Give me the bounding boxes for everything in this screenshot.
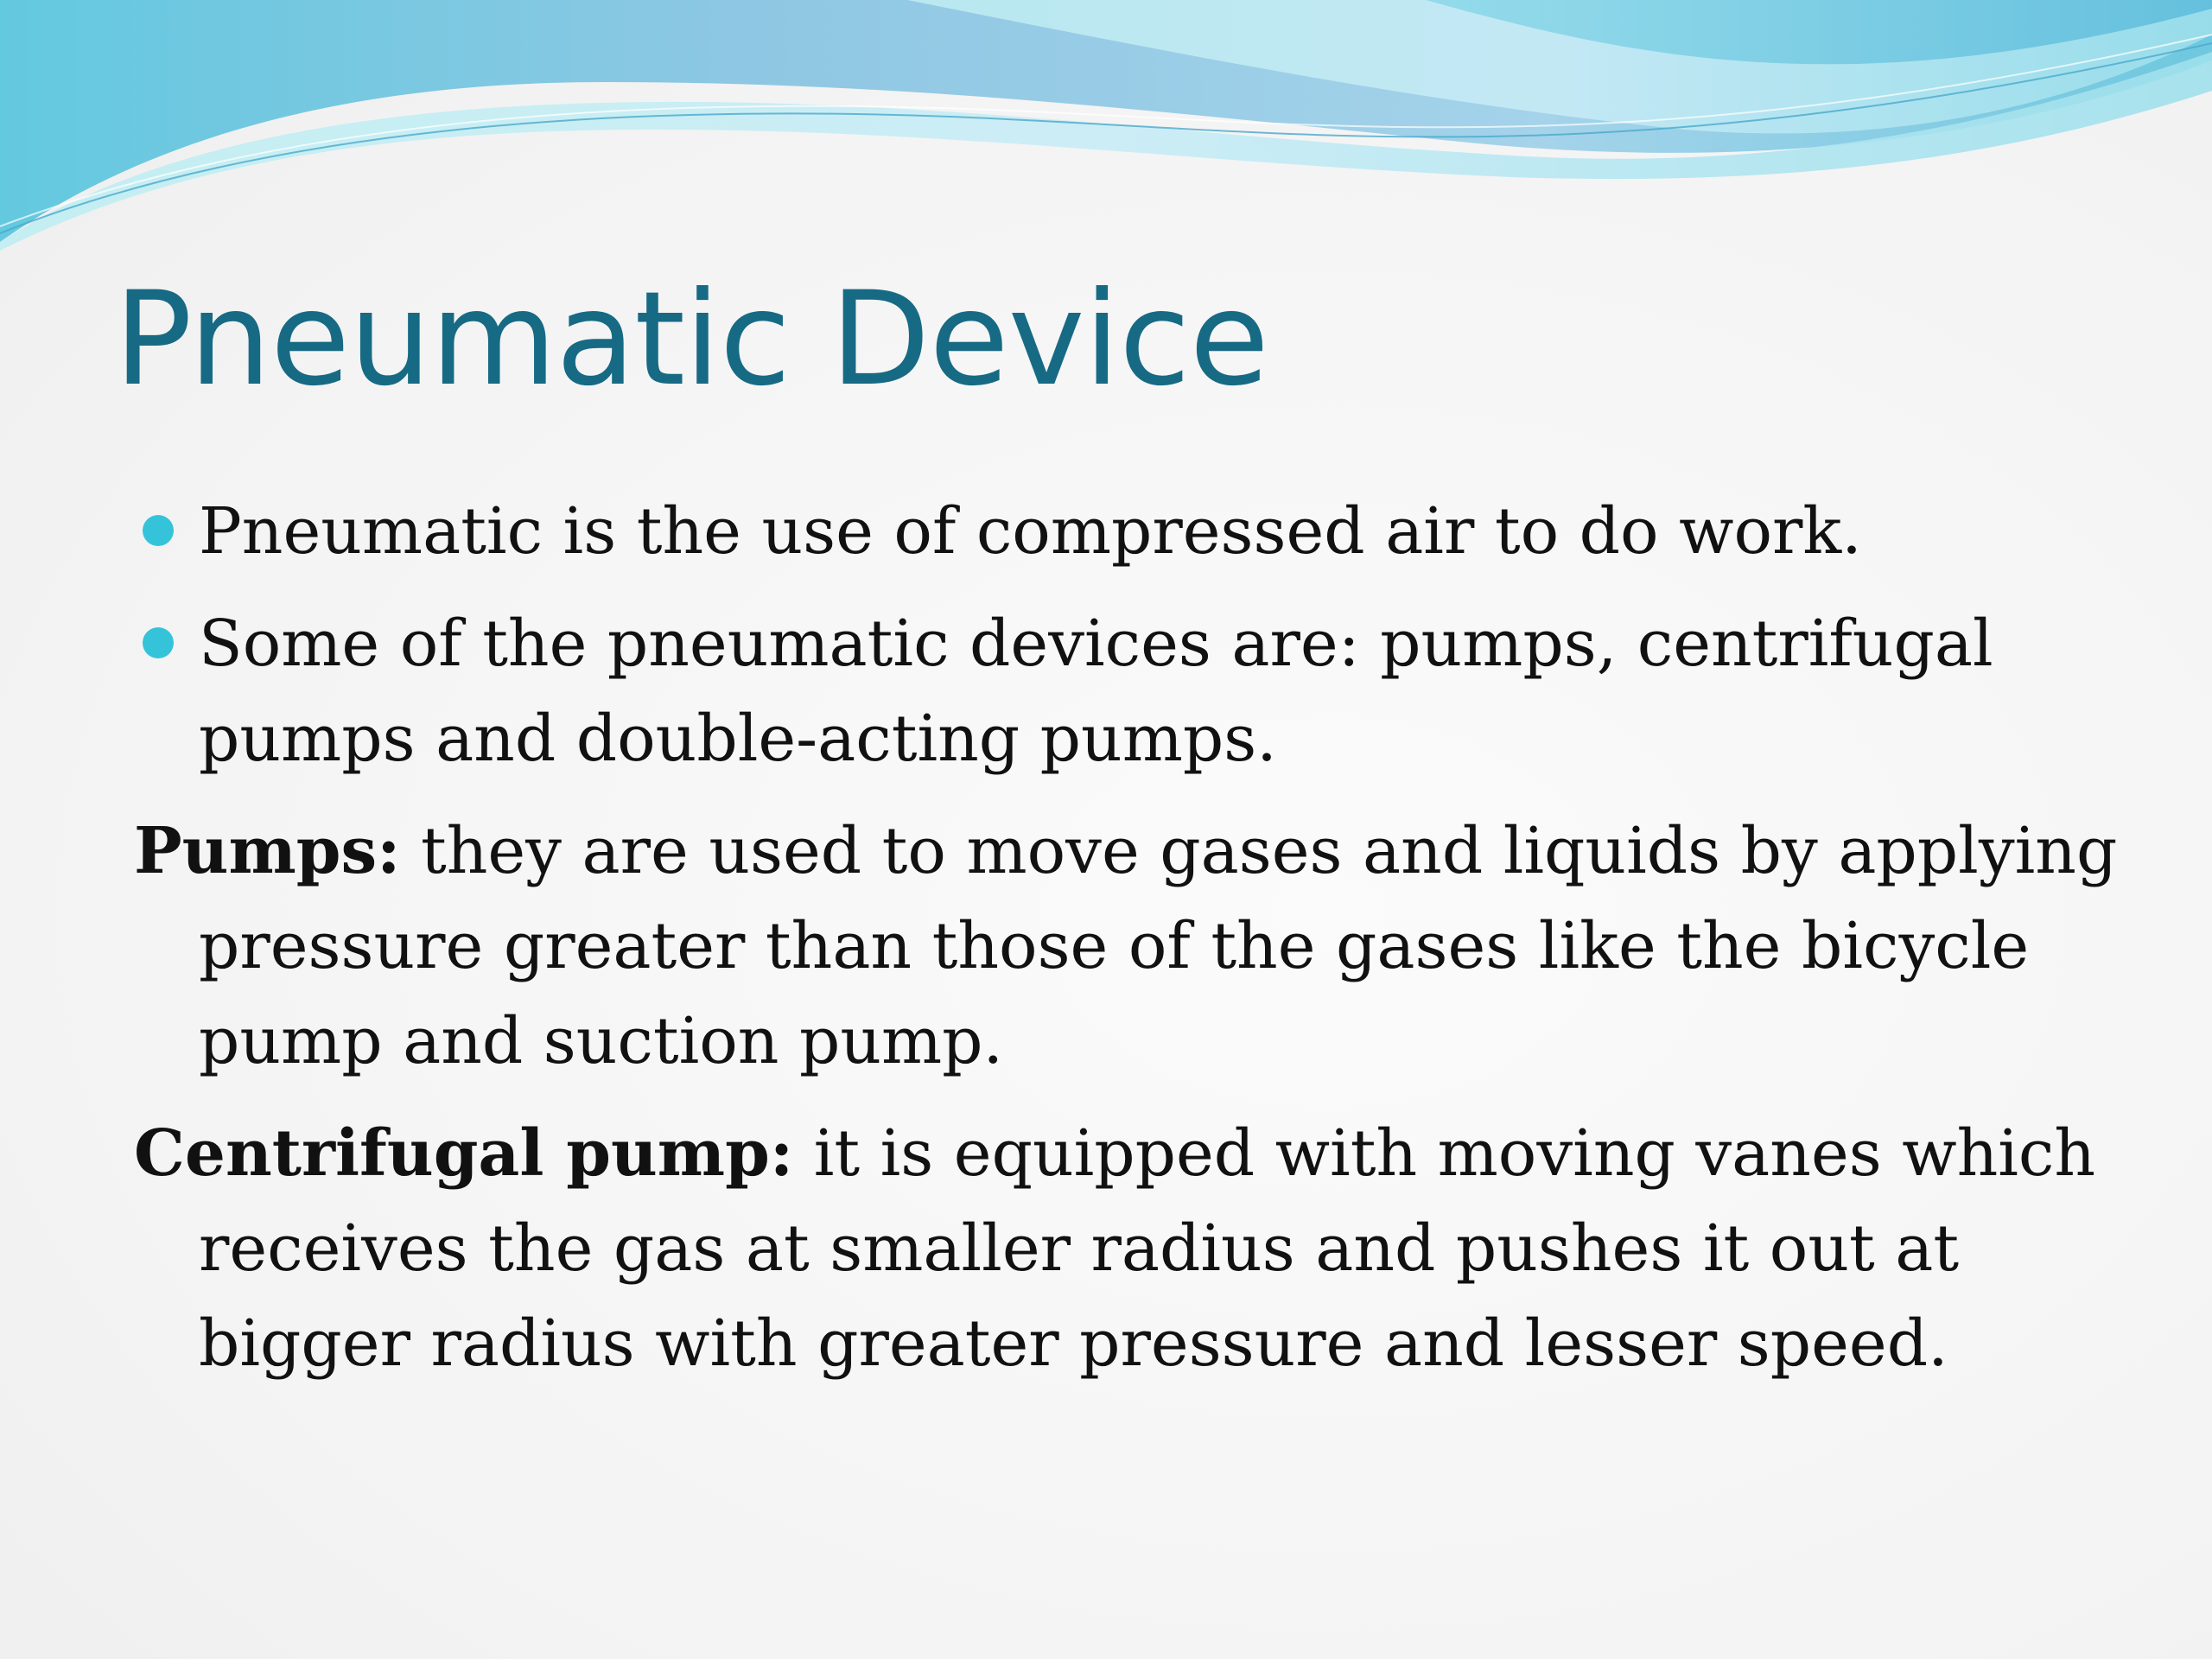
slide-title: Pneumatic Device — [114, 264, 1268, 415]
bullet-item — [0, 596, 2143, 786]
bullet-text: Some of the pneumatic devices are: pumps, centrifugal pumps and double-acting pumps. — [199, 607, 1993, 776]
bullet-text: Pneumatic is the use of compressed air to do work. — [199, 494, 1862, 569]
bullet-dot-icon — [143, 515, 174, 546]
bullet-item — [0, 484, 2143, 579]
wave-decoration — [0, 0, 2212, 259]
slide-body — [0, 484, 2143, 1408]
definition-pumps — [0, 804, 2143, 1089]
definition-text: they are used to move gases and liquids by applying pressure greater than those of the gases like the bicycle pump and suction pump. — [199, 814, 2118, 1078]
definition-term: Centrifugal pump: — [134, 1116, 794, 1191]
bullet-dot-icon — [143, 627, 174, 658]
definition-term: Pumps: — [134, 814, 401, 888]
definition-centrifugal-pump — [0, 1106, 2143, 1391]
definition-text: it is equipped with moving vanes which receives the gas at smaller radius and pushes it out at bigger radius with greater pressure and lesser speed. — [199, 1116, 2096, 1381]
